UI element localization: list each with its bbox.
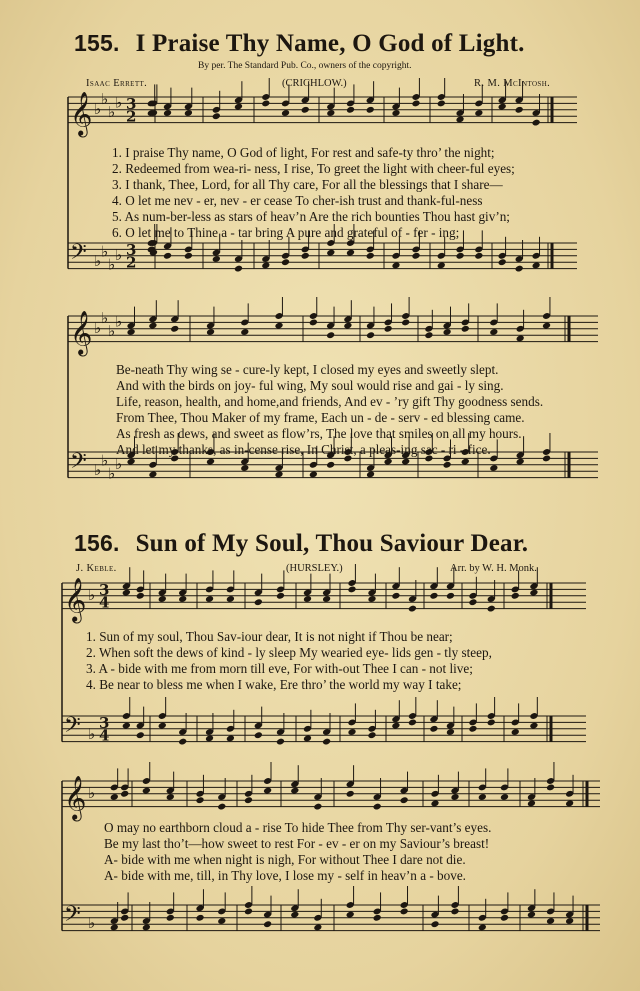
composer: R. M. McIntosh.	[474, 78, 551, 89]
flat-icon: ♭	[94, 318, 102, 337]
note-head	[430, 920, 439, 928]
bass-clef-icon: 𝄢	[64, 902, 81, 933]
flat-icon: ♭	[101, 242, 109, 261]
flat-icon: ♭	[101, 451, 109, 470]
verse-line: Be my last tho’t—how sweet to rest For - ev - er on my Saviour’s breast!	[104, 836, 490, 851]
flat-icon: ♭	[108, 322, 116, 340]
hymn-156-verses-2	[104, 820, 491, 884]
verse-line: 2. Redeemed from wea-ri- ness, I rise, To greet the light with cheer-ful eyes;	[112, 161, 515, 176]
note-head	[546, 783, 555, 791]
note-head	[244, 907, 253, 915]
verse-line: 4. O let me nev - er, nev - er cease To cher-ish trust and thank-ful-ness	[112, 193, 483, 208]
time-signature-bottom: 4	[99, 593, 110, 612]
tune-name: (HURSLEY.)	[286, 563, 343, 574]
verse-line: As fresh as dews, and sweet as flow’rs, The love that smiles on all my hours.	[116, 426, 522, 441]
note-head	[450, 907, 459, 915]
time-signature-bottom: 4	[99, 726, 110, 745]
note-head	[400, 796, 409, 804]
time-signature-top: 3	[126, 94, 137, 113]
note-head	[196, 914, 205, 922]
flat-icon: ♭	[94, 252, 102, 271]
verse-line: 6. O let me to Thine a - tar bring A pure and grateful of - fer - ing;	[112, 225, 460, 240]
time-signature-top: 3	[99, 580, 110, 599]
flat-icon: ♭	[108, 255, 116, 274]
note-head	[263, 920, 272, 928]
note-head	[313, 803, 322, 811]
verse-line: Life, reason, health, and home,and friends, And ev - ’ry gift Thy goodness sends.	[116, 394, 544, 409]
verse-line: 1. I praise Thy name, O God of light, For rest and safe-ty thro’ the night;	[112, 145, 495, 160]
treble-clef-icon: 𝄞	[70, 91, 93, 136]
note-head	[346, 790, 355, 798]
hymn-number: 156.	[74, 530, 120, 556]
verse-line: O may no earthborn cloud a - rise To hide Thee from Thy ser-vant’s eyes.	[104, 820, 492, 835]
flat-icon: ♭	[94, 99, 102, 118]
note-head	[120, 790, 129, 798]
treble-clef-icon: 𝄞	[70, 310, 93, 355]
note-head	[373, 914, 382, 922]
verse-line: A- bide with me when night is nigh, For without Thee I dare not die.	[104, 852, 466, 867]
bass-clef-icon: 𝄢	[70, 449, 87, 480]
flat-icon: ♭	[115, 93, 123, 112]
bass-clef-icon: 𝄢	[64, 713, 81, 744]
note-head	[217, 803, 226, 811]
verse-line: 1. Sun of my soul, Thou Sav-iour dear, It is not night if Thou be near;	[86, 629, 453, 644]
verse-line: 4. Be near to bless me when I wake, Ere thro’ the world my way I take;	[86, 677, 462, 692]
note-head	[244, 796, 253, 804]
note-head	[196, 796, 205, 804]
flat-icon: ♭	[101, 309, 109, 328]
hymn-title: I Praise Thy Name, O God of Light.	[135, 30, 525, 57]
flat-icon: ♭	[108, 103, 116, 121]
hymn-title: Sun of My Soul, Thou Saviour Dear.	[135, 530, 529, 557]
verse-line: 3. I thank, Thee, Lord, for all Thy care, For all the blessings that I share—	[112, 177, 503, 192]
time-signature-bottom: 2	[126, 253, 137, 272]
note-head	[120, 914, 129, 922]
lyricist: J. Keble.	[76, 563, 117, 574]
flat-icon: ♭	[94, 461, 102, 480]
verse-line: 2. When soft the dews of kind - ly sleep My wearied eye- lids gen - tly steep,	[86, 645, 492, 660]
verse-line: 3. A - bide with me from morn till eve, For with-out Thee I can - not live;	[86, 661, 473, 676]
flat-icon: ♭	[101, 90, 109, 109]
time-signature-bottom: 2	[126, 107, 137, 126]
flat-icon: ♭	[108, 464, 116, 483]
lyricist: Isaac Errett.	[86, 78, 148, 89]
time-signature-top: 3	[126, 240, 137, 259]
bass-clef-icon: 𝄢	[70, 240, 87, 271]
time-signature-top: 3	[99, 713, 110, 732]
note-head	[373, 803, 382, 811]
verse-line: And with the birds on joy- ful wing, My soul would rise and gai - ly sing.	[116, 378, 504, 393]
verse-line: And let my thanks, as in-cense rise, In Christ, a pleas-ing sac - ri - fice.	[116, 442, 491, 457]
note-head	[166, 914, 175, 922]
verse-line: From Thee, Thou Maker of my frame, Each un - de - serv - ed blessing came.	[116, 410, 525, 425]
hymn-number: 155.	[74, 30, 120, 56]
flat-icon: ♭	[88, 725, 96, 744]
flat-icon: ♭	[115, 454, 123, 473]
flat-icon: ♭	[115, 312, 123, 331]
flat-icon: ♭	[88, 914, 96, 933]
flat-icon: ♭	[115, 245, 123, 264]
composer: Arr. by W. H. Monk.	[450, 563, 537, 574]
note-head	[400, 907, 409, 915]
flat-icon: ♭	[88, 585, 96, 604]
verse-line: 5. As num-ber-less as stars of heav’n Are the rich bounties Thou hast giv’n;	[112, 209, 510, 224]
verse-line: Be-neath Thy wing se - cure-ly kept, I closed my eyes and sweetly slept.	[116, 362, 499, 377]
copyright-notice: By per. The Standard Pub. Co., owners of the copyright.	[198, 61, 412, 71]
treble-clef-icon: 𝄞	[64, 577, 87, 622]
treble-clef-icon: 𝄞	[64, 775, 87, 820]
flat-icon: ♭	[88, 783, 96, 802]
note-head	[500, 914, 509, 922]
tune-name: (CRICHLOW.)	[282, 78, 347, 89]
verse-line: A- bide with me, till, in Thy love, I lose my - self in heav’n a - bove.	[104, 868, 466, 883]
